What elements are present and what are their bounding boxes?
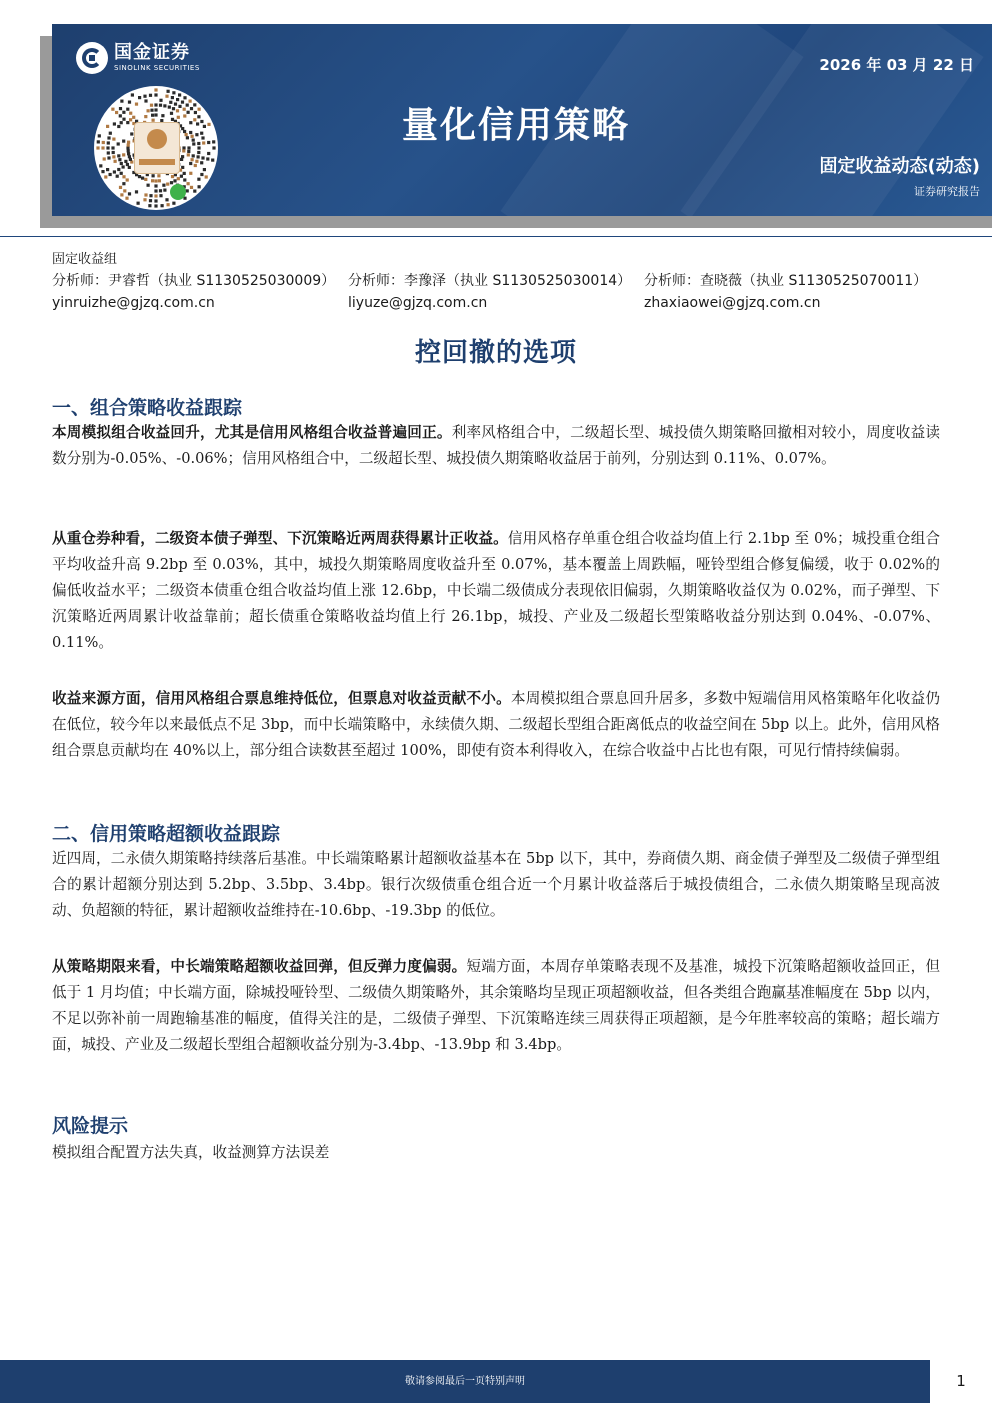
sinolink-logo-icon [76,42,108,74]
paragraph-text: 利率风格组合中，二级超长型、城投债久期策略回撤相对较小，周度收益读数分别为-0.05%、-0.06%；信用风格组合中，二级超长型、城投债久期策略收益居于前列，分别达到 0.11%、0.07%。 [52,424,940,467]
analyst-entry [348,270,631,314]
page-number: 1 [956,1372,966,1390]
logo-cn-text: 国金证券 [114,42,190,63]
body-paragraph [52,1140,940,1166]
report-series-title: 量化信用策略 [402,105,631,146]
analyst-entry [644,270,927,314]
mini-program-qr-code [94,86,218,210]
footer-disclaimer: 敬请参阅最后一页特别声明 [0,1360,930,1403]
paragraph-lead: 本周模拟组合收益回升，尤其是信用风格组合收益普遍回正。 [52,424,452,441]
brand-logo [76,42,200,74]
analyst-email[interactable]: zhaxiaowei@gjzq.com.cn [644,295,821,311]
paragraph-text: 模拟组合配置方法失真，收益测算方法误差 [52,1144,330,1161]
report-date: 2026 年 03 月 22 日 [819,56,974,74]
analyst-entry [52,270,335,314]
analyst-email[interactable]: yinruizhe@gjzq.com.cn [52,295,215,311]
header-divider [0,236,992,237]
body-paragraph [52,846,940,924]
body-paragraph [52,420,940,472]
document-title: 控回撤的选项 [414,338,577,368]
report-type: 固定收益动态(动态) [819,156,980,177]
paragraph-lead: 从策略期限来看，中长端策略超额收益回弹，但反弹力度偏弱。 [52,958,467,975]
paragraph-lead: 从重仓券种看，二级资本债子弹型、下沉策略近两周获得累计正收益。 [52,530,508,547]
paragraph-text: 信用风格存单重仓组合收益均值上行 2.1bp 至 0%；城投重仓组合平均收益升高 9.2bp 至 0.03%，其中，城投久期策略周度收益升至 0.07%，基本覆盖上周跌幅，哑铃型组合修复偏缓，收于 0.02%的偏低收益水平；二级资本债重仓组合收益均值上涨 12.6bp，中长端二级债成分表现依旧偏弱，久期策略收益仅为 0.02%，而子弹型、下沉策略近两周累计收益靠前；超长债重仓策略收益均值上行 26.1bp，城投、产业及二级超长型策略收益分别达到 0.04%、-0.07%、0.11%。 [52,530,940,651]
qr-center-logo-icon [134,122,180,174]
paragraph-text: 本周模拟组合票息回升居多，多数中短端信用风格策略年化收益仍在低位，较今年以来最低点不足 3bp，而中长端策略中，永续债久期、二级超长型组合距离低点的收益空间在 5bp 以上。此外，信用风格组合票息贡献均在 40%以上，部分组合读数甚至超过 100%，即使有资本利得收入，在综合收益中占比也有限，可见行情持续偏弱。 [52,690,940,759]
body-paragraph [52,686,940,764]
wechat-mini-program-icon [170,184,186,200]
research-team: 固定收益组 [52,252,118,267]
analyst-name: 分析师：李豫泽（执业 S1130525030014） [348,273,632,289]
logo-en-text: SINOLINK SECURITIES [114,64,200,72]
analyst-email[interactable]: liyuze@gjzq.com.cn [348,295,488,311]
paragraph-text: 近四周，二永债久期策略持续落后基准。中长端策略累计超额收益基本在 5bp 以下，其中，券商债久期、商金债子弹型及二级债子弹型组合的累计超额分别达到 5.2bp、3.5bp、3.4bp。银行次级债重仓组合近一个月累计收益落后于城投债组合，二永债久期策略呈现高波动、负超额的特征，累计超额收益维持在-10.6bp、-19.3bp 的低位。 [52,850,940,919]
section-heading: 风险提示 [52,1115,129,1137]
section-heading: 一、组合策略收益跟踪 [52,397,243,419]
section-heading: 二、信用策略超额收益跟踪 [52,823,281,845]
header-banner [52,24,992,216]
analyst-name: 分析师：尹睿哲（执业 S1130525030009） [52,273,336,289]
analyst-list [52,270,972,314]
body-paragraph [52,526,940,656]
paragraph-text: 短端方面，本周存单策略表现不及基准，城投下沉策略超额收益回正，但低于 1 月均值；中长端方面，除城投哑铃型、二级债久期策略外，其余策略均呈现正项超额收益，但各类组合跑赢基准幅度在 5bp 以内，不足以弥补前一周跑输基准的幅度，值得关注的是，二级债子弹型、下沉策略连续三周获得正项超额，是今年胜率较高的策略；超长端方面，城投、产业及二级超长型组合超额收益分别为-3.4bp、-13.9bp 和 3.4bp。 [52,958,940,1053]
paragraph-lead: 收益来源方面，信用风格组合票息维持低位，但票息对收益贡献不小。 [52,690,511,707]
body-paragraph [52,954,940,1058]
report-kind: 证券研究报告 [914,185,980,198]
analyst-name: 分析师：查晓薇（执业 S1130525070011） [644,273,928,289]
